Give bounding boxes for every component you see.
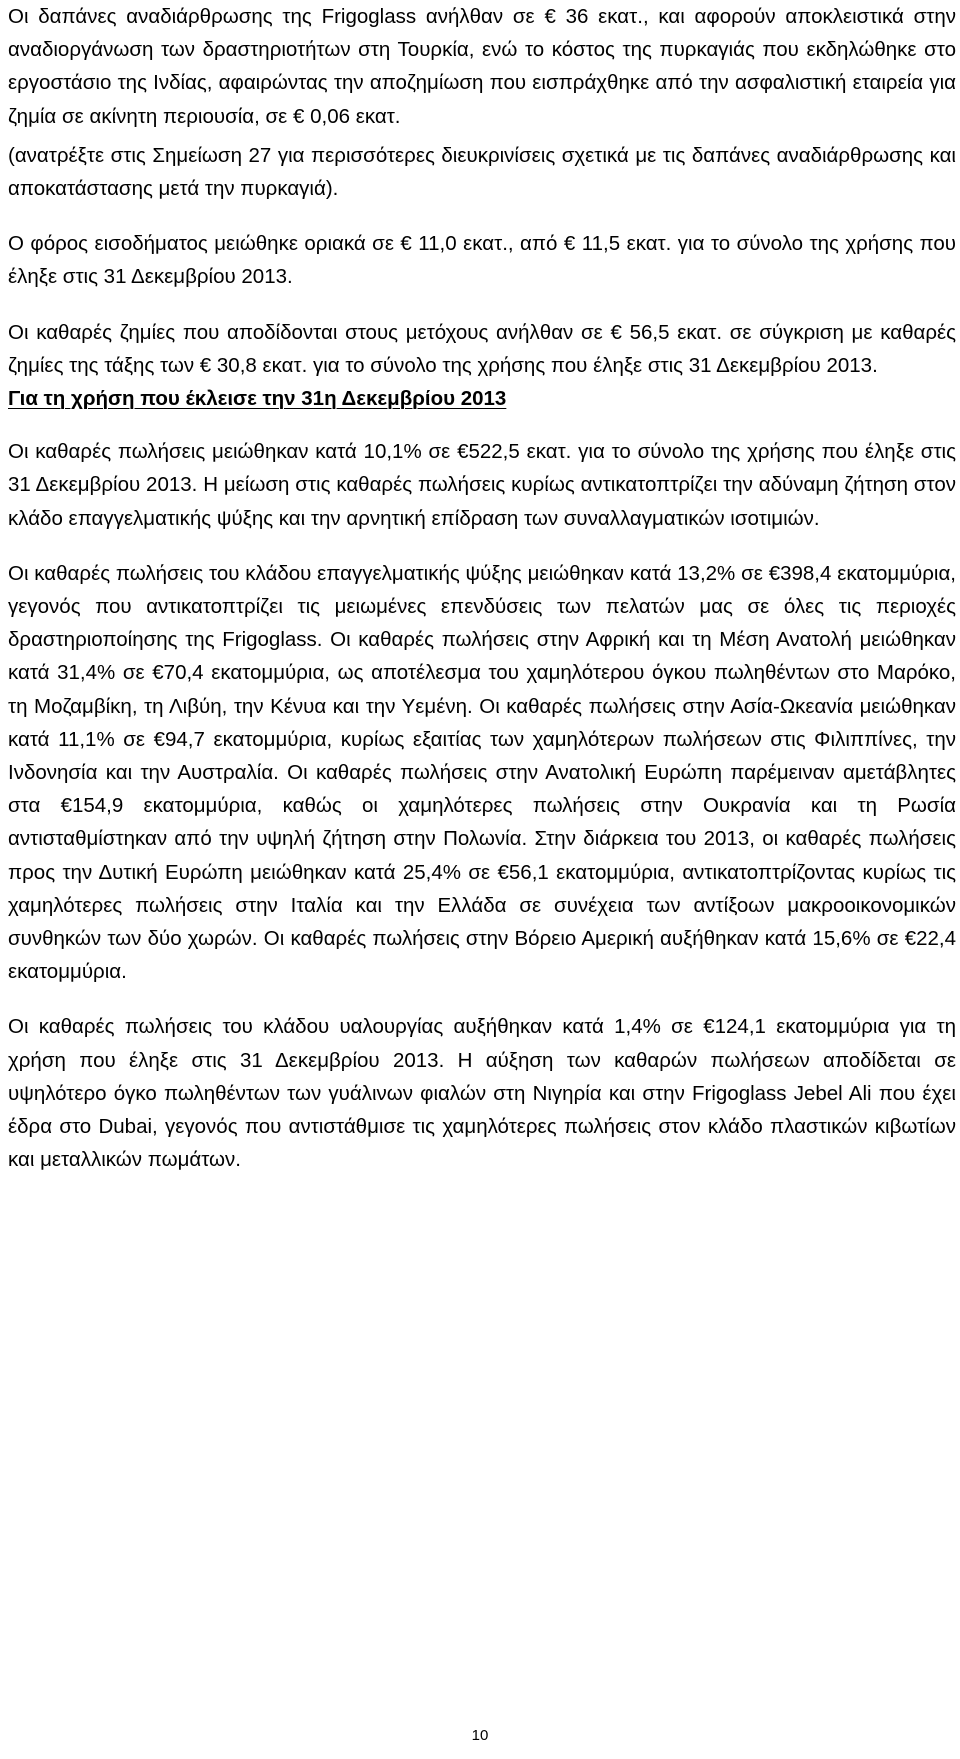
paragraph-restructuring-costs: Οι δαπάνες αναδιάρθρωσης της Frigoglass ανήλθαν σε € 36 εκατ., και αφορούν αποκλειστικά στην αναδιοργάνωση των δραστηριοτήτων στη Τουρκία, ενώ το κόστος της πυρκαγιάς που εκδηλώθηκε στο εργοστάσιο της Ινδίας, αφαιρώντας την αποζημίωση που εισπράχθηκε από την ασφαλιστική εταιρεία για ζημία σε ακίνητη περιουσία, σε € 0,06 εκατ.: [8, 5, 956, 128]
document-page: [8, 0, 956, 1177]
paragraph-note-reference: (ανατρέξτε στις Σημείωση 27 για περισσότερες διευκρινίσεις σχετικά με τις δαπάνες αναδιάρθρωσης και αποκατάστασης μετά την πυρκαγιά).: [8, 143, 956, 201]
paragraph-net-losses: Οι καθαρές ζημίες που αποδίδονται στους μετόχους ανήλθαν σε € 56,5 εκατ. σε σύγκριση με καθαρές ζημίες της τάξης των € 30,8 εκατ. για το σύνολο της χρήσης που έληξε στις 31 Δεκεμβρίου 2013.: [8, 320, 956, 377]
page-number: 10: [471, 1727, 489, 1744]
paragraph-refrigeration-sales: Οι καθαρές πωλήσεις του κλάδου επαγγελματικής ψύξης μειώθηκαν κατά 13,2% σε €398,4 εκατομμύρια, γεγονός που αντικατοπτρίζει τις μειωμένες επενδύσεις των πελατών μας σε όλες τις περιοχές δραστηριοποίησης της Frigoglass. Οι καθαρές πωλήσεις στην Αφρική και τη Μέση Ανατολή μειώθηκαν κατά 31,4% σε €70,4 εκατομμύρια, ως αποτέλεσμα του χαμηλότερου όγκου πωληθέντων στο Μαρόκο, τη Μοζαμβίκη, τη Λιβύη, την Κένυα και την Υεμένη. Οι καθαρές πωλήσεις στην Ασία-Ωκεανία μειώθηκαν κατά 11,1% σε €94,7 εκατομμύρια, κυρίως εξαιτίας των χαμηλότερων πωλήσεων στις Φιλιππίνες, την Ινδονησία και την Αυστραλία. Οι καθαρές πωλήσεις στην Ανατολική Ευρώπη παρέμειναν αμετάβλητες στα €154,9 εκατομμύρια, καθώς οι χαμηλότερες πωλήσεις στην Ουκρανία και τη Ρωσία αντισταθμίστηκαν από την υψηλή ζήτηση στην Πολωνία. Στην διάρκεια του 2013, οι καθαρές πωλήσεις προς την Δυτική Ευρώπη μειώθηκαν κατά 25,4% σε €56,1 εκατομμύρια, αντικατοπτρίζοντας κυρίως τις χαμηλότερες πωλήσεις στην Ιταλία και την Ελλάδα σε συνέχεια των αντίξοων μακροοικονομικών συνθηκών των δύο χωρών. Οι καθαρές πωλήσεις στην Βόρειο Αμερική αυξήθηκαν κατά 15,6% σε €22,4 εκατομμύρια.: [8, 561, 956, 984]
paragraph-glass-sales: Οι καθαρές πωλήσεις του κλάδου υαλουργίας αυξήθηκαν κατά 1,4% σε €124,1 εκατομμύρια για τη χρήση που έληξε στις 31 Δεκεμβρίου 2013. Η αύξηση των καθαρών πωλήσεων αποδίδεται σε υψηλότερο όγκο πωληθέντων των γυάλινων φιαλών στη Νιγηρία και στην Frigoglass Jebel Ali που έχει έδρα στο Dubai, γεγονός που αντιστάθμισε τις χαμηλότερες πωλήσεις στον κλάδο πλαστικών κιβωτίων και μεταλλικών πωμάτων.: [8, 1015, 956, 1172]
paragraph-income-tax: Ο φόρος εισοδήματος μειώθηκε οριακά σε € 11,0 εκατ., από € 11,5 εκατ. για το σύνολο της χρήσης που έληξε στις 31 Δεκεμβρίου 2013.: [8, 232, 956, 289]
paragraph-net-sales: Οι καθαρές πωλήσεις μειώθηκαν κατά 10,1% σε €522,5 εκατ. για το σύνολο της χρήσης που έληξε στις 31 Δεκεμβρίου 2013. Η μείωση στις καθαρές πωλήσεις κυρίως αντικατοπτρίζει την αδύναμη ζήτηση στον κλάδο επαγγελματικής ψύξης και την αρνητική επίδραση των συναλλαγματικών ισοτιμιών.: [8, 440, 956, 530]
section-heading: Για τη χρήση που έκλεισε την 31η Δεκεμβρίου 2013: [8, 387, 507, 411]
